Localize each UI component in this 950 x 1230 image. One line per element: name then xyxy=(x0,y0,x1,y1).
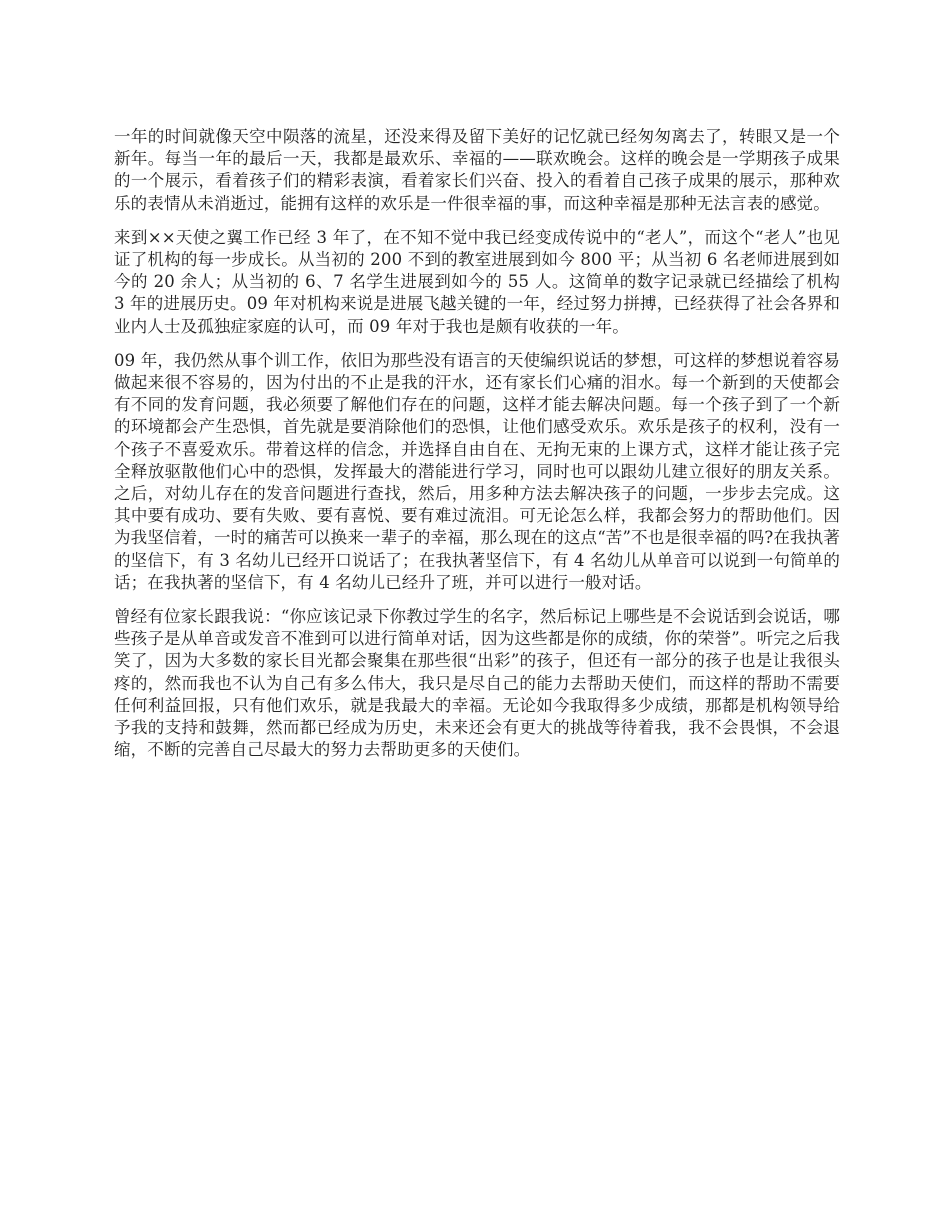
paragraph-1: 一年的时间就像天空中陨落的流星，还没来得及留下美好的记忆就已经匆匆离去了，转眼又是一个新年。每当一年的最后一天，我都是最欢乐、幸福的——联欢晚会。这样的晚会是一学期孩子成果的一个展示，看着孩子们的精彩表演，看着家长们兴奋、投入的看着自己孩子成果的展示，那种欢乐的表情从未消逝过，能拥有这样的欢乐是一件很幸福的事，而这种幸福是那种无法言表的感觉。 xyxy=(114,127,840,213)
paragraph-2: 来到××天使之翼工作已经 3 年了，在不知不觉中我已经变成传说中的“老人”，而这个“老人”也见证了机构的每一步成长。从当初的 200 不到的教室进展到如今 800 平；从当初 6 名老师进展到如今的 20 余人；从当初的 6、7 名学生进展到如今的 55 人。这简单的数字记录就已经描绘了机构 3 年的进展历史。09 年对机构来说是进展飞越关键的一年，经过努力拼搏，已经获得了社会各界和业内人士及孤独症家庭的认可，而 09 年对于我也是颇有收获的一年。 xyxy=(114,227,840,336)
paragraph-3: 09 年，我仍然从事个训工作，依旧为那些没有语言的天使编织说话的梦想，可这样的梦想说着容易做起来很不容易的，因为付出的不止是我的汗水，还有家长们心痛的泪水。每一个新到的天使都会有不同的发育问题，我必须要了解他们存在的问题，这样才能去解决问题。每一个孩子到了一个新的环境都会产生恐惧，首先就是要消除他们的恐惧，让他们感受欢乐。欢乐是孩子的权利，没有一个孩子不喜爱欢乐。带着这样的信念，并选择自由自在、无拘无束的上课方式，这样才能让孩子完全释放驱散他们心中的恐惧，发挥最大的潜能进行学习，同时也可以跟幼儿建立很好的朋友关系。之后，对幼儿存在的发音问题进行查找，然后，用多种方法去解决孩子的问题，一步步去完成。这其中要有成功、要有失败、要有喜悦、要有难过流泪。可无论怎么样，我都会努力的帮助他们。因为我坚信着，一时的痛苦可以换来一辈子的幸福，那么现在的这点“苦”不也是很幸福的吗?在我执著的坚信下，有 3 名幼儿已经开口说话了；在我执著坚信下，有 4 名幼儿从单音可以说到一句简单的话；在我执著的坚信下，有 4 名幼儿已经升了班，并可以进行一般对话。 xyxy=(114,350,840,592)
document-page xyxy=(114,126,840,773)
paragraph-4: 曾经有位家长跟我说：“你应该记录下你教过学生的名字，然后标记上哪些是不会说话到会说话，哪些孩子是从单音或发音不准到可以进行简单对话，因为这些都是你的成绩，你的荣誉”。听完之后我笑了，因为大多数的家长目光都会聚集在那些很“出彩”的孩子，但还有一部分的孩子也是让我很头疼的，然而我也不认为自己有多么伟大，我只是尽自己的能力去帮助天使们，而这样的帮助不需要任何利益回报，只有他们欢乐，就是我最大的幸福。无论如今我取得多少成绩，那都是机构领导给予我的支持和鼓舞，然而都已经成为历史，未来还会有更大的挑战等待着我，我不会畏惧，不会退缩，不断的完善自己尽最大的努力去帮助更多的天使们。 xyxy=(114,607,840,760)
